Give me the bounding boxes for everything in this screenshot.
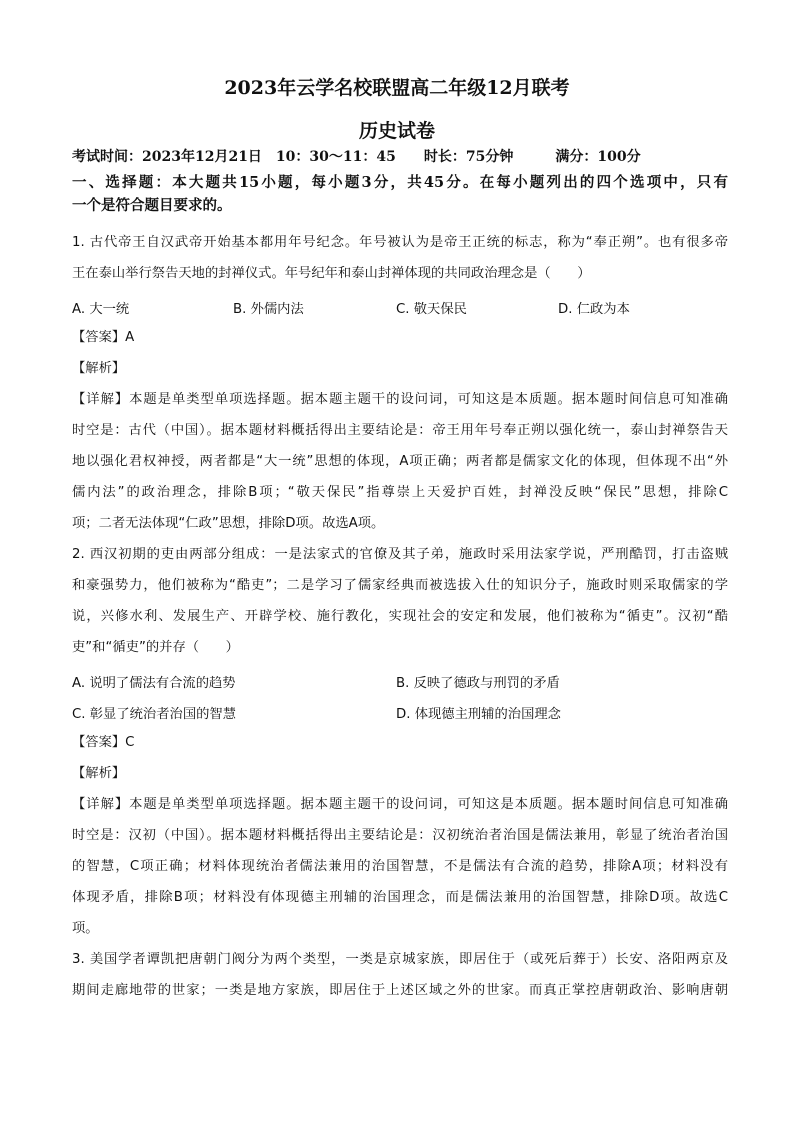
q2-stem-line3: 说，兴修水利、发展生产、开辟学校、施行教化，实现社会的安定和发展，他们被称为“循吏”。汉初“酷 <box>72 609 728 624</box>
q2-option-b: B. 反映了德政与刑罚的矛盾 <box>396 676 560 691</box>
q1-option-c: C. 敬天保民 <box>396 302 467 317</box>
q1-detail-line2: 时空是：古代（中国）。据本题材料概括得出主要结论是：帝王用年号奉正朔以强化统一，泰山封禅祭告天 <box>72 423 728 438</box>
q1-option-a: A. 大一统 <box>72 302 130 317</box>
q2-stem-line1: 2. 西汉初期的吏由两部分组成：一是法家式的官僚及其子弟，施政时采用法家学说，严刑酷罚，打击盗贼 <box>72 547 728 562</box>
q1-stem-line1: 1. 古代帝王自汉武帝开始基本都用年号纪念。年号被认为是帝王正统的标志，称为“奉正朔”。也有很多帝 <box>72 235 728 250</box>
q2-stem-line2: 和豪强势力，他们被称为“酷吏”；二是学习了儒家经典而被选拔入仕的知识分子，施政时则采取儒家的学 <box>72 578 728 593</box>
q2-detail-line3: 的智慧，C项正确；材料体现统治者儒法兼用的治国智慧，不是儒法有合流的趋势，排除A项；材料没有 <box>72 859 728 874</box>
q2-detail-line5: 项。 <box>72 921 99 936</box>
exam-info: 考试时间：2023年12月21日 10：30～11：45 时长：75分钟 满分：100分 <box>72 149 641 165</box>
q1-analysis-label: 【解析】 <box>72 361 126 376</box>
q1-answer: 【答案】A <box>72 330 135 345</box>
q2-option-c: C. 彰显了统治者治国的智慧 <box>72 707 237 722</box>
q2-detail-line2: 时空是：汉初（中国）。据本题材料概括得出主要结论是：汉初统治者治国是儒法兼用，彰显了统治者治国 <box>72 828 728 843</box>
q2-stem-line4: 吏”和“循吏”的并存（ ） <box>72 640 239 655</box>
exam-subtitle: 历史试卷 <box>358 120 435 142</box>
q3-stem-line2: 期间走廊地带的世家；一类是地方家族，即居住于上述区域之外的世家。而真正掌控唐朝政治、影响唐朝 <box>72 983 728 998</box>
q2-answer: 【答案】C <box>72 735 135 750</box>
q2-option-d: D. 体现德主刑辅的治国理念 <box>396 707 561 722</box>
q2-detail-line1: 【详解】本题是单类型单项选择题。据本题主题干的设问词，可知这是本质题。据本题时间信息可知准确 <box>72 797 728 812</box>
q2-analysis-label: 【解析】 <box>72 766 126 781</box>
exam-title: 2023年云学名校联盟高二年级12月联考 <box>224 77 570 99</box>
section-heading-line1: 一、选择题：本大题共15小题，每小题3分，共45分。在每小题列出的四个选项中，只有 <box>72 174 728 191</box>
q1-detail-line4: 儒内法”的政治理念，排除B项；“敬天保民”指尊崇上天爱护百姓，封禅没反映“保民”思想，排除C <box>72 485 728 500</box>
q2-detail-line4: 体现矛盾，排除B项；材料没有体现德主刑辅的治国理念，而是儒法兼用的治国智慧，排除D项。故选C <box>72 890 728 905</box>
q1-stem-line2: 王在泰山举行祭告天地的封禅仪式。年号纪年和泰山封禅体现的共同政治理念是（ ） <box>72 266 591 281</box>
section-heading-line2: 一个是符合题目要求的。 <box>72 197 232 214</box>
q1-detail-line3: 地以强化君权神授，两者都是“大一统”思想的体现，A项正确；两者都是儒家文化的体现，但体现不出“外 <box>72 454 728 469</box>
q1-detail-line1: 【详解】本题是单类型单项选择题。据本题主题干的设问词，可知这是本质题。据本题时间信息可知准确 <box>72 392 728 407</box>
q3-stem-line1: 3. 美国学者谭凯把唐朝门阀分为两个类型，一类是京城家族，即居住于（或死后葬于）长安、洛阳两京及 <box>72 952 728 967</box>
q1-option-d: D. 仁政为本 <box>558 302 630 317</box>
q1-option-b: B. 外儒内法 <box>233 302 304 317</box>
q1-detail-line5: 项；二者无法体现“仁政”思想，排除D项。故选A项。 <box>72 516 385 531</box>
q2-option-a: A. 说明了儒法有合流的趋势 <box>72 676 236 691</box>
